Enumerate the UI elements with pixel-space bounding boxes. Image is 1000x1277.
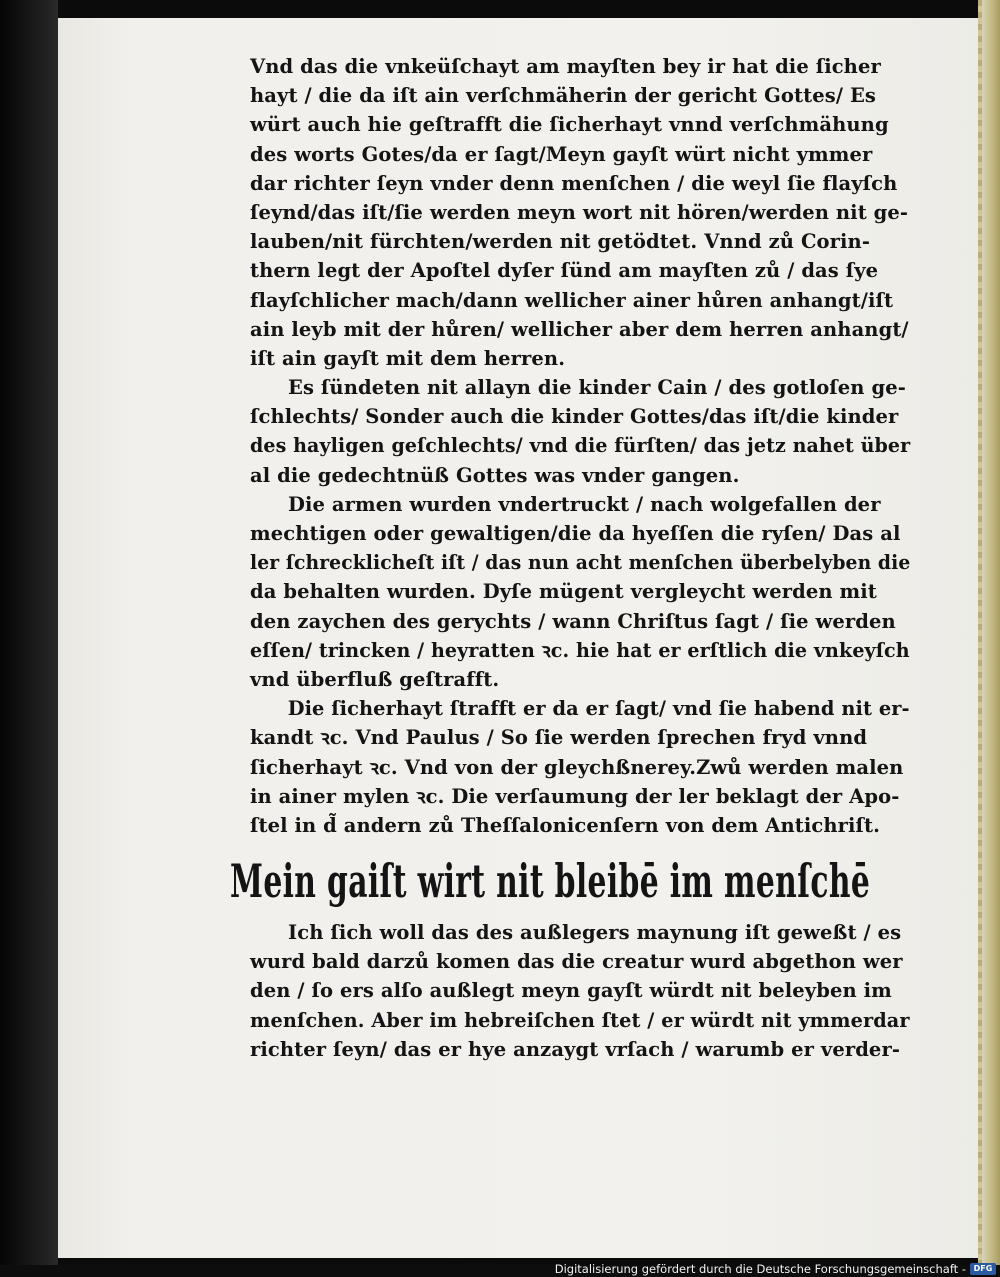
text-line: ler ſchrecklicheſt iſt / das nun acht menſchen überbelyben die <box>250 551 911 575</box>
page-right-edge <box>982 0 1000 1265</box>
text-line: in ainer mylen ꝛc. Die verſaumung der ler beklagt der Apo- <box>250 784 900 808</box>
text-line: al die gedechtnüß Gottes was vnder gangen. <box>250 463 740 487</box>
text-line: iſt ain gayſt mit dem herren. <box>250 346 566 370</box>
text-line: flayſchlicher mach/dann wellicher ainer hůren anhangt/iſt <box>250 288 894 312</box>
paragraph-4 <box>250 694 910 840</box>
text-line: da behalten wurden. Dyſe mügent vergleycht werden mit <box>250 580 877 604</box>
text-line: ſtel in d̃ andern zů Theſſalonicenſern von dem Antichriſt. <box>250 813 881 837</box>
page-text <box>230 52 911 1064</box>
text-line: den zaychen des gerychts / wann Chriſtus ſagt / ſie werden <box>250 609 896 633</box>
paragraph-5 <box>250 918 910 1064</box>
text-line: menſchen. Aber im hebreiſchen ſtet / er würdt nit ymmerdar <box>250 1008 910 1032</box>
text-line: Die armen wurden vndertruckt / nach wolgefallen der <box>288 492 881 516</box>
text-line: mechtigen oder gewaltigen/die da hyeſſen die ryſen/ Das al <box>250 522 901 545</box>
text-line: lauben/nit fürchten/werden nit getödtet. Vnnd zů Corin- <box>250 230 871 254</box>
text-line: thern legt der Apoſtel dyſer ſünd am mayſten zů / das ſye <box>250 259 879 283</box>
text-line: ſeynd/das iſt/ſie werden meyn wort nit hören/werden nit ge- <box>250 200 909 224</box>
text-line: vnd überfluß geſtrafft. <box>250 667 500 691</box>
text-line: dar richter ſeyn vnder denn menſchen / die weyl ſie flayſch <box>250 171 898 195</box>
book-gutter <box>0 0 58 1277</box>
paragraph-2 <box>250 373 910 490</box>
text-line: hayt / die da iſt ain verſchmäherin der gericht Gottes/ Es <box>250 84 876 108</box>
text-line: Ich ſich woll das des außlegers maynung iſt geweßt / es <box>288 921 902 945</box>
text-line: ſchlechts/ Sonder auch die kinder Gottes/das iſt/die kinder <box>250 405 899 429</box>
text-line: ſicherhayt ꝛc. Vnd von der gleychßnerey.Zwů werden malen <box>250 755 904 779</box>
text-line: Es ſündeten nit allayn die kinder Cain / des gotloſen ge- <box>288 376 906 400</box>
text-line: Vnd das die vnkeüſchayt am mayſten bey ir hat die ſicher <box>250 55 881 78</box>
text-line: kandt ꝛc. Vnd Paulus / So ſie werden ſprechen fryd vnnd <box>250 726 868 750</box>
funding-credit: Digitalisierung gefördert durch die Deutsche Forschungsgemeinschaft - <box>554 1262 966 1276</box>
text-line: des hayligen geſchlechts/ vnd die fürſten/ das jetz nahet über <box>250 434 911 458</box>
text-line: Die ſicherhayt ſtrafft er da er ſagt/ vnd ſie habend nit er- <box>287 697 910 721</box>
dfg-logo: DFG <box>970 1263 996 1275</box>
paragraph-3 <box>250 490 910 694</box>
text-line: richter ſeyn/ das er hye anzaygt vrſach / warumb er verder- <box>250 1037 901 1061</box>
text-line: den / ſo ers alſo außlegt meyn gayſt würdt nit beleyben im <box>250 979 892 1003</box>
text-line: eſſen/ trincken / heyratten ꝛc. hie hat er erſtlich die vnkeyſch <box>250 638 910 662</box>
text-line: des worts Gotes/da er ſagt/Meyn gayſt würt nicht ymmer <box>250 142 873 166</box>
section-heading: Mein gaiſt wirt nit bleibē im menſchē <box>230 854 871 909</box>
paragraph-1 <box>250 52 910 373</box>
text-line: würt auch hie geſtrafft die ſicherhayt vnnd verſchmähung <box>250 113 889 137</box>
text-line: wurd bald darzů komen das die creatur wurd abgethon wer <box>250 950 903 974</box>
text-line: ain leyb mit der hůren/ wellicher aber dem herren anhangt/ <box>250 317 909 341</box>
